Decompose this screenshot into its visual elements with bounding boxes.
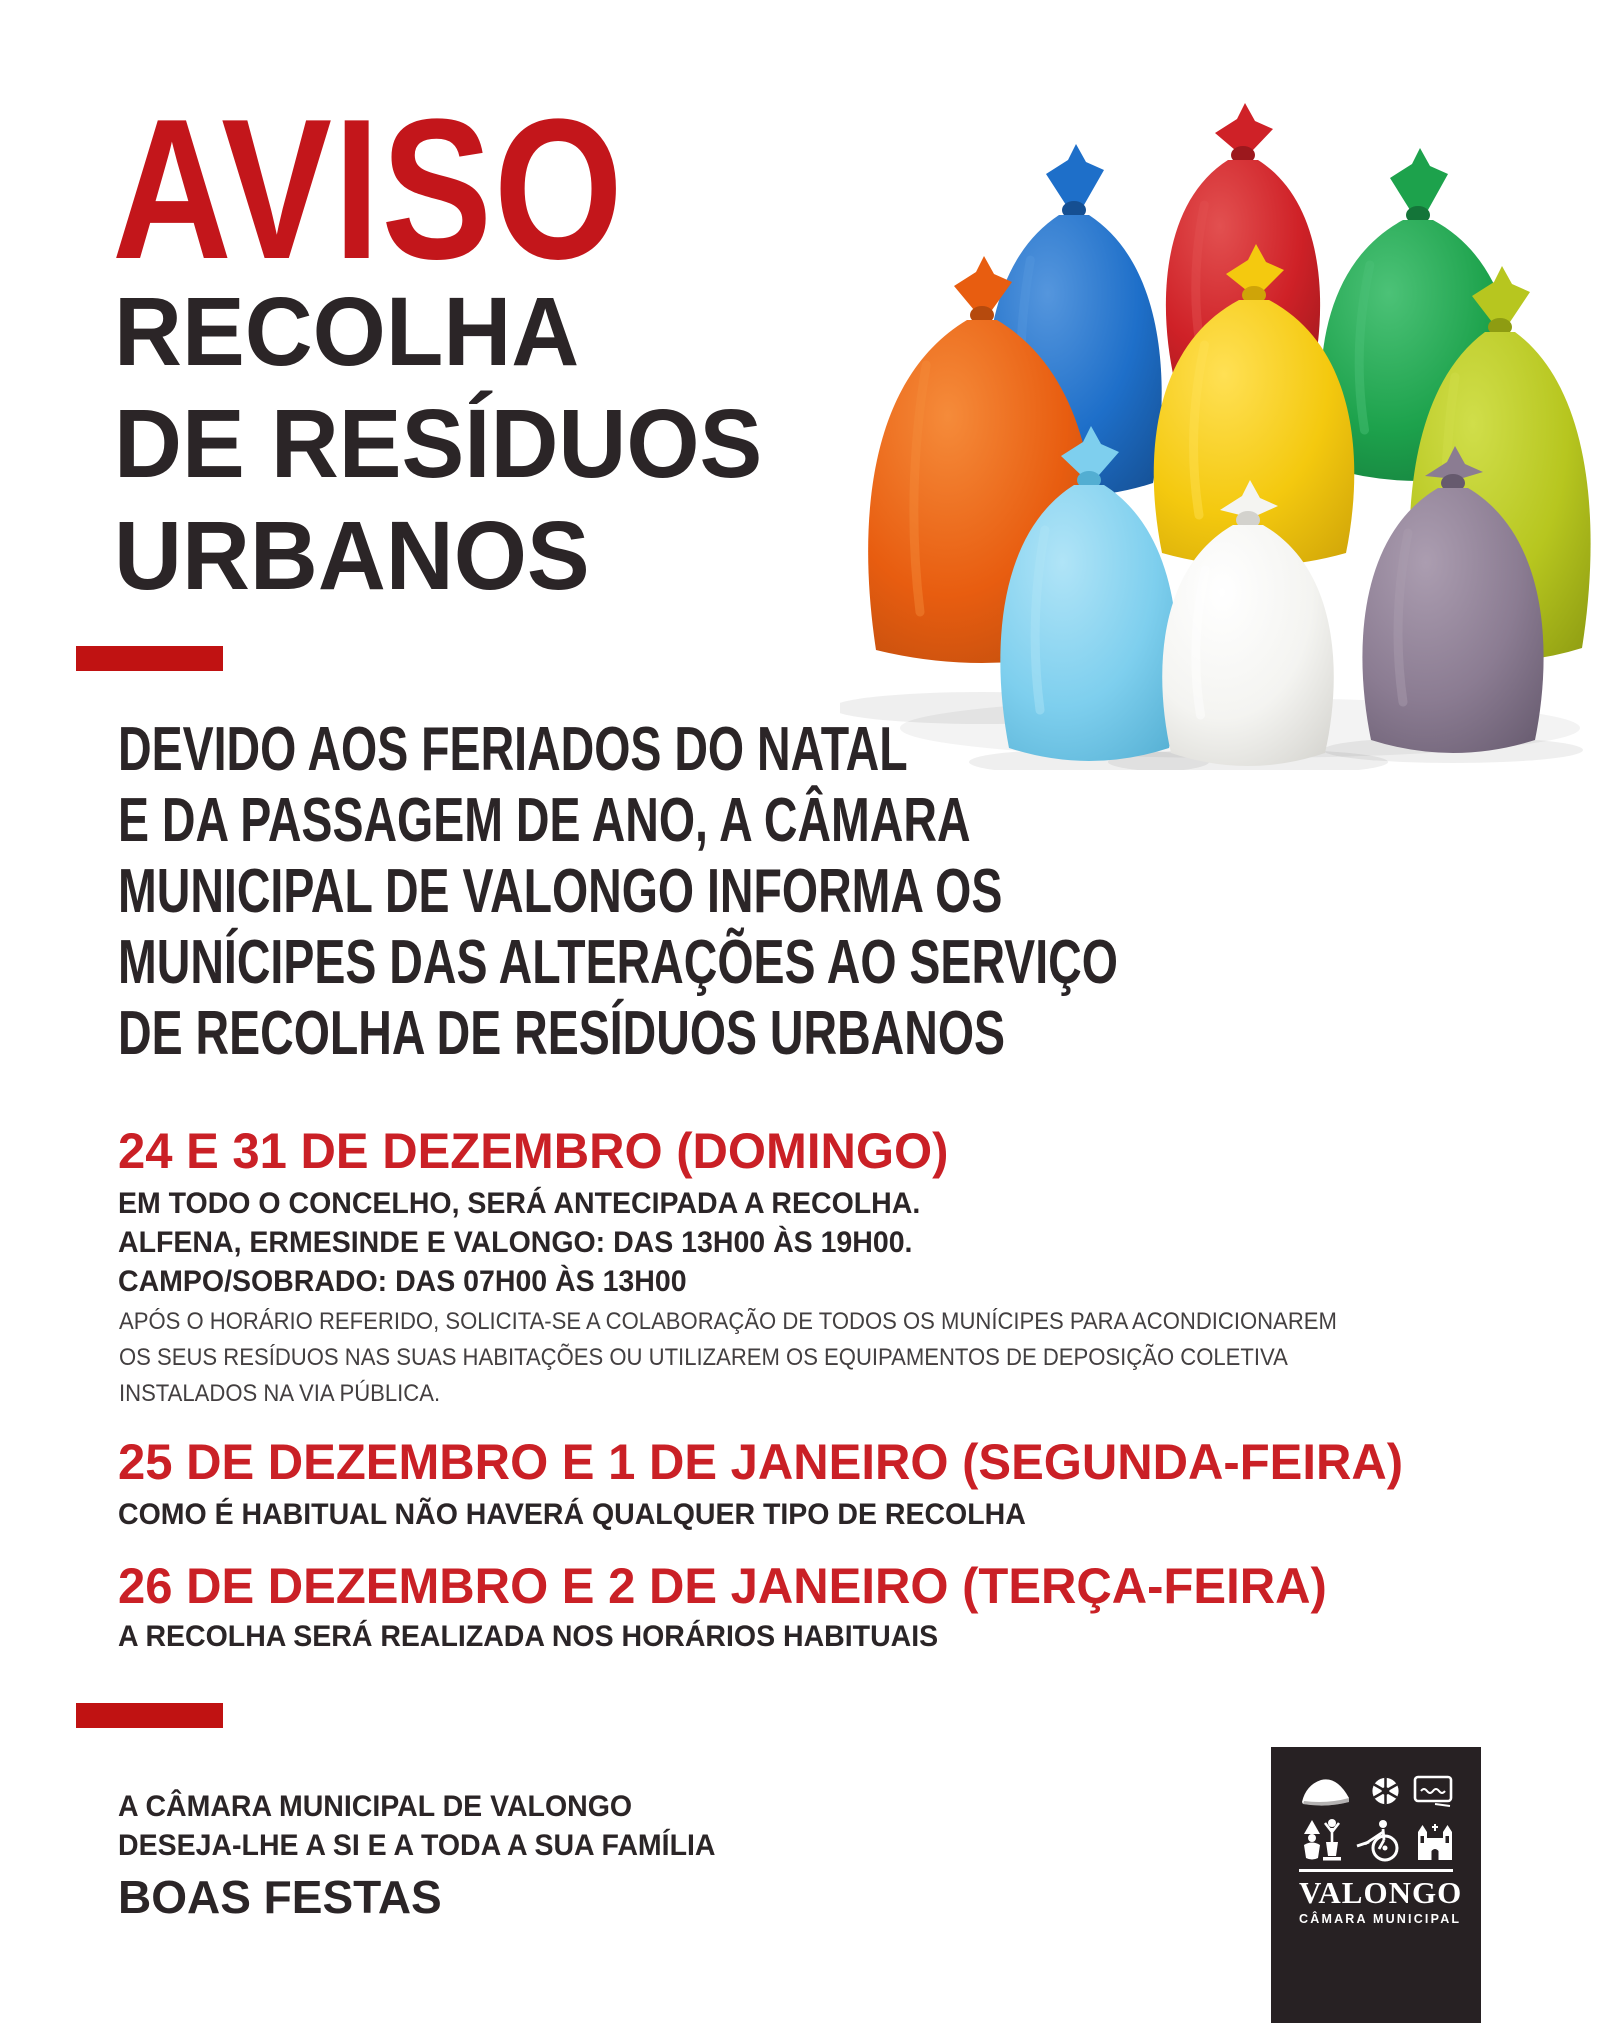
section-3-line: A RECOLHA SERÁ REALIZADA NOS HORÁRIOS HABITUAIS: [118, 1620, 939, 1653]
intro-paragraph: [118, 714, 1118, 1069]
purple-trash-bag: [1362, 446, 1543, 753]
title-line: RECOLHA: [114, 277, 580, 386]
section-1-line: CAMPO/SOBRADO: DAS 07H00 ÀS 13H00: [118, 1265, 687, 1298]
lightblue-trash-bag: [1000, 426, 1177, 761]
section-heading-25-december-1-january: 25 DE DEZEMBRO E 1 DE JANEIRO (SEGUNDA-FEIRA): [118, 1434, 1404, 1490]
camera-shutter-icon: [1370, 1775, 1401, 1812]
section-1-line: ALFENA, ERMESINDE E VALONGO: DAS 13H00 ÀS 19H00.: [118, 1226, 913, 1259]
intro-line: DE RECOLHA DE RESÍDUOS URBANOS: [118, 999, 1006, 1068]
trash-bags-illustration: [840, 60, 1600, 770]
green-trash-bag: [1321, 148, 1516, 481]
red-divider-bar: [76, 646, 223, 671]
note-line: INSTALADOS NA VIA PÚBLICA.: [119, 1380, 441, 1407]
section-heading-24-31-december: 24 E 31 DE DEZEMBRO (DOMINGO): [118, 1123, 949, 1179]
section-2-line: COMO É HABITUAL NÃO HAVERÁ QUALQUER TIPO DE RECOLHA: [118, 1498, 1026, 1531]
wheel-figure-icon: [1355, 1818, 1402, 1867]
yellow-trash-bag: [1154, 244, 1355, 566]
logo-subtitle: CÂMARA MUNICIPAL: [1299, 1912, 1462, 1926]
note-line: OS SEUS RESÍDUOS NAS SUAS HABITAÇÕES OU UTILIZAREM OS EQUIPAMENTOS DE DEPOSIÇÃO COLETIVA: [119, 1344, 1288, 1371]
valongo-municipality-logo: [1271, 1747, 1481, 2023]
section-heading-26-december-2-january: 26 DE DEZEMBRO E 2 DE JANEIRO (TERÇA-FEIRA): [118, 1558, 1327, 1614]
logo-divider-line: [1299, 1869, 1453, 1872]
title-line: DE RESÍDUOS: [114, 389, 763, 498]
note-line: APÓS O HORÁRIO REFERIDO, SOLICITA-SE A COLABORAÇÃO DE TODOS OS MUNÍCIPES PARA ACONDICIONAREM: [119, 1308, 1337, 1335]
blue-trash-bag: [986, 144, 1161, 496]
intro-line: E DA PASSAGEM DE ANO, A CÂMARA: [118, 786, 971, 855]
white-trash-bag: [1162, 480, 1334, 766]
logo-name: VALONGO: [1299, 1875, 1463, 1910]
footer-line: DESEJA-LHE A SI E A TODA A SUA FAMÍLIA: [118, 1829, 716, 1862]
footer-line: A CÂMARA MUNICIPAL DE VALONGO: [118, 1790, 633, 1823]
greeting-boas-festas: BOAS FESTAS: [118, 1871, 442, 1923]
orange-trash-bag: [868, 256, 1096, 663]
intro-line: MUNÍCIPES DAS ALTERAÇÕES AO SERVIÇO: [118, 928, 1118, 997]
title-line: URBANOS: [114, 501, 590, 610]
intro-line: DEVIDO AOS FERIADOS DO NATAL: [118, 715, 908, 784]
intro-line: MUNICIPAL DE VALONGO INFORMA OS: [118, 857, 1003, 926]
footer-wishes: [118, 1787, 715, 1865]
section-1-line: EM TODO O CONCELHO, SERÁ ANTECIPADA A RECOLHA.: [118, 1187, 921, 1220]
lime-trash-bag: [1409, 266, 1590, 661]
section-1-details: [118, 1184, 920, 1301]
aviso-headline: AVISO: [112, 78, 625, 301]
screen-icon: [1413, 1775, 1453, 1812]
tent-icon: [1299, 1775, 1352, 1812]
bugio-figures-icon: [1299, 1818, 1345, 1867]
poster-title: [114, 276, 762, 612]
church-icon: [1417, 1822, 1453, 1867]
red-divider-bar: [76, 1703, 223, 1728]
red-trash-bag: [1166, 103, 1320, 396]
note-paragraph: [119, 1304, 1337, 1412]
